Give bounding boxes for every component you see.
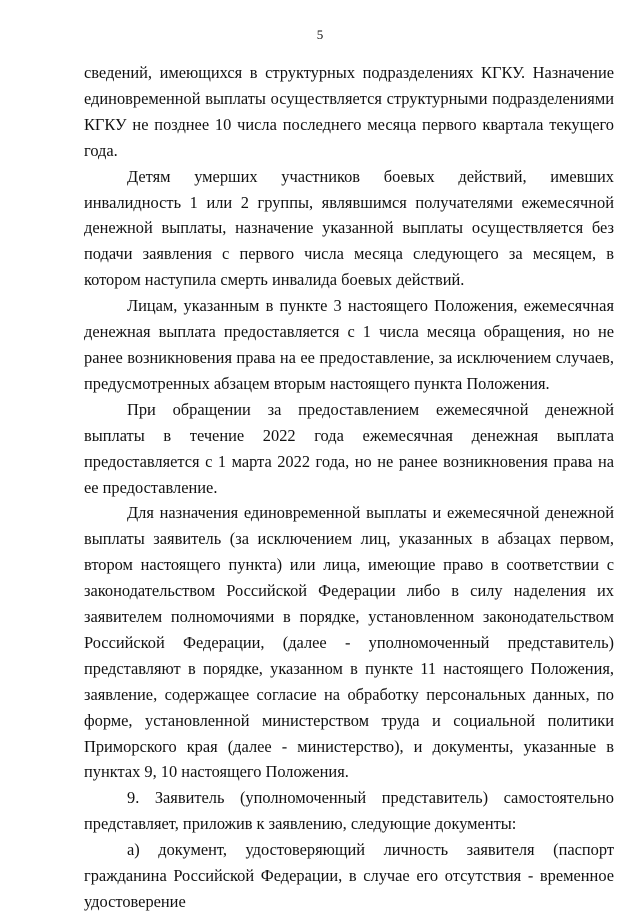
paragraph-item-9: 9. Заявитель (уполномоченный представитель) самостоятельно представляет, приложив к заявлению, следующие документы: (84, 788, 614, 834)
page-number: 5 (316, 27, 324, 42)
paragraph-children-of-deceased: Детям умерших участников боевых действий, имевших инвалидность 1 или 2 группы, являвшимся получателями ежемесячной денежной выплаты, назначение указанной выплаты осуществляется без подачи заявления с первого числа месяца следующего за месяцем, в котором наступила смерть инвалида боевых действий. (84, 166, 614, 290)
paragraph-2022-payment: При обращении за предоставлением ежемесячной денежной выплаты в течение 2022 года ежемесячная денежная выплата предоставляется с 1 марта 2022 года, но не ранее возникновения права на ее предоставление. (84, 399, 614, 497)
paragraph-payment-start: Лицам, указанным в пункте 3 настоящего Положения, ежемесячная денежная выплата предоставляется с 1 числа месяца обращения, но не ранее возникновения права на ее предоставление, за исключением случаев, предусмотренных абзацем вторым настоящего пункта Положения. (84, 296, 614, 393)
document-body (84, 60, 614, 915)
paragraph-continuation: сведений, имеющихся в структурных подразделениях КГКУ. Назначение единовременной выплаты осуществляется структурными подразделениями КГКУ не позднее 10 числа последнего месяца первого квартала текущего года. (84, 63, 614, 160)
paragraph-item-9a: а) документ, удостоверяющий личность заявителя (паспорт гражданина Российской Федерации, в случае его отсутствия - временное удостоверение (84, 840, 614, 911)
paragraph-application-procedure: Для назначения единовременной выплаты и ежемесячной денежной выплаты заявитель (за исключением лиц, указанных в абзацах первом, втором настоящего пункта) или лица, имеющие право в соответствии с законодательством Российской Федерации либо в силу наделения их заявителем полномочиями в порядке, установленном законодательством Российской Федерации, (далее - уполномоченный представитель) представляют в порядке, указанном в пункте 11 настоящего Положения, заявление, содержащее согласие на обработку персональных данных, по форме, установленной министерством труда и социальной политики Приморского края (далее - министерство), и документы, указанные в пунктах 9, 10 настоящего Положения. (84, 503, 614, 782)
